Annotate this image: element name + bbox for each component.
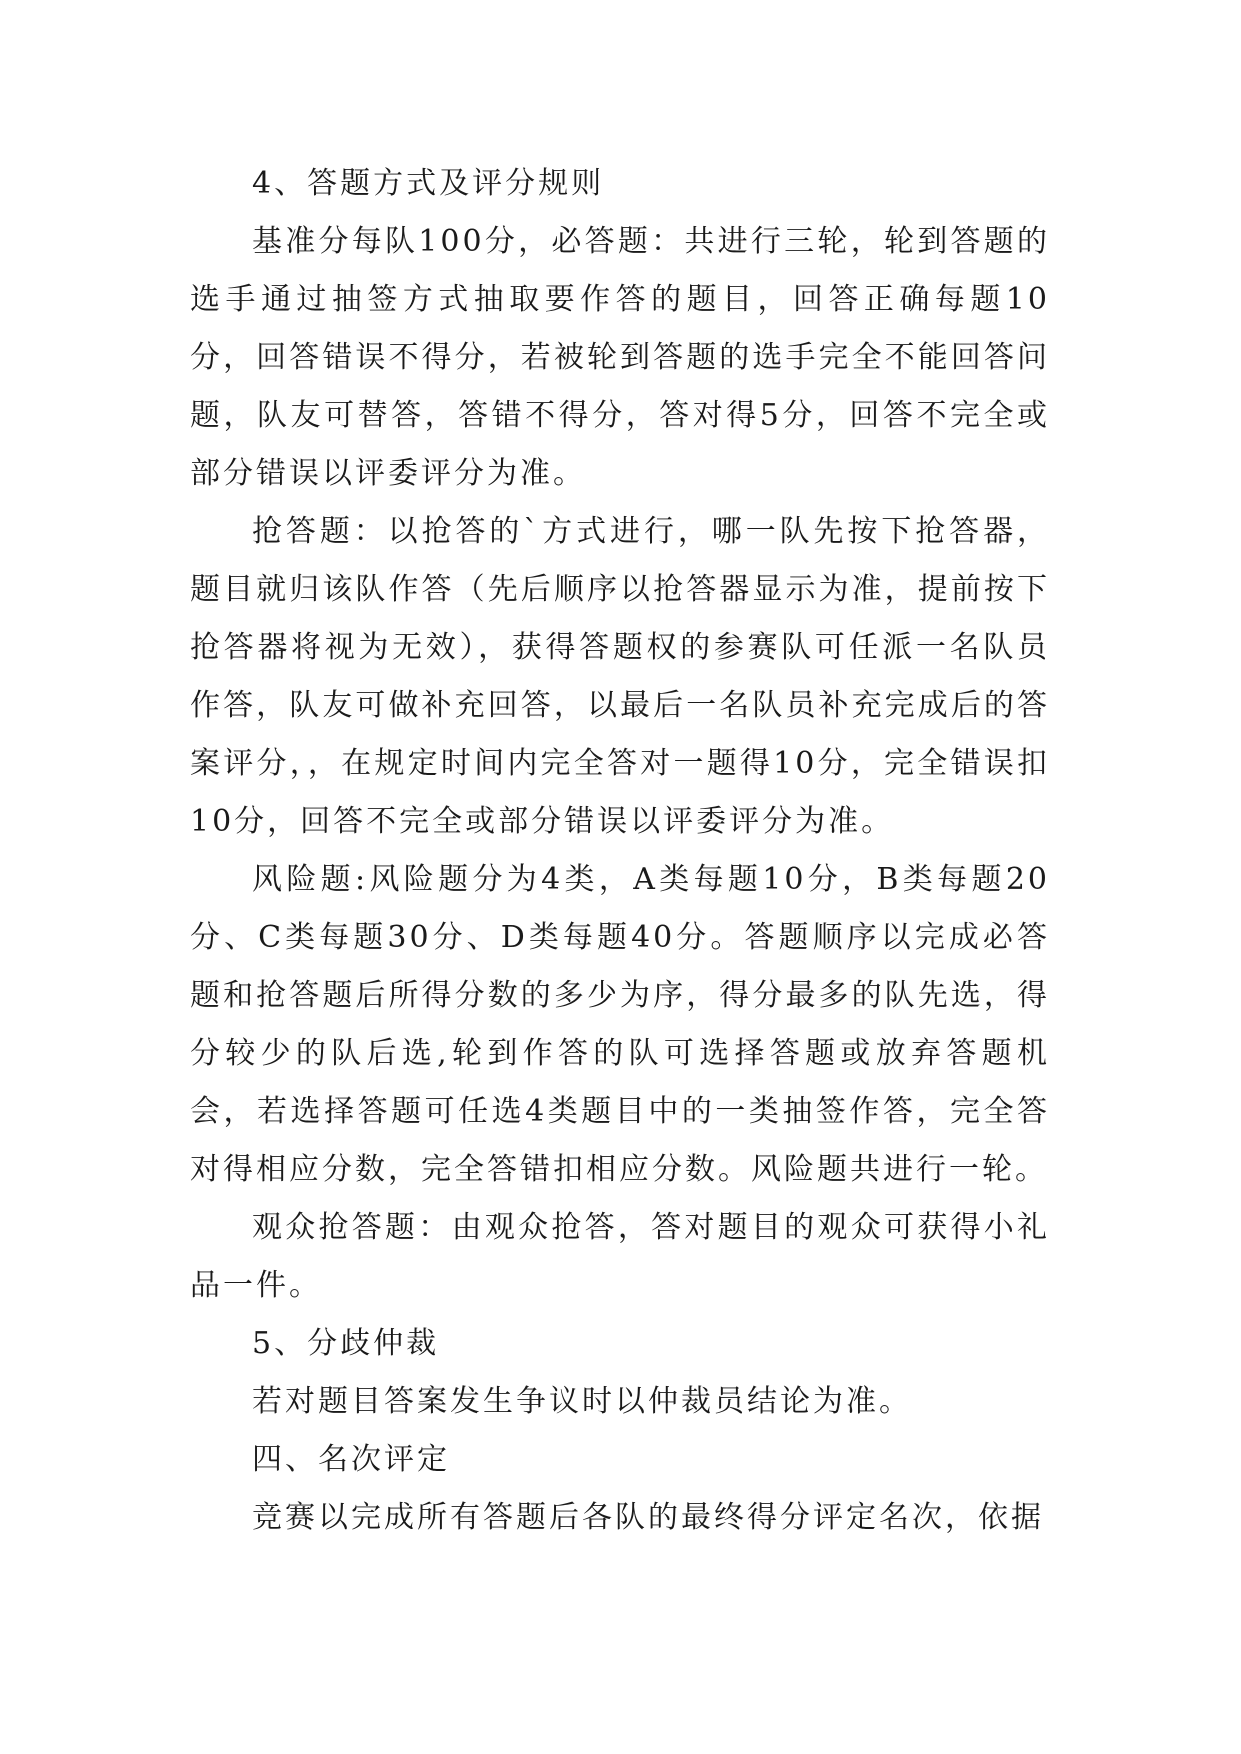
section-heading-arbitration: 5、分歧仲裁 bbox=[252, 1326, 440, 1361]
document-body bbox=[190, 155, 1050, 1547]
paragraph-audience-questions: 观众抢答题：由观众抢答，答对题目的观众可获得小礼品一件。 bbox=[190, 1210, 1050, 1303]
paragraph-ranking: 竞赛以完成所有答题后各队的最终得分评定名次，依据 bbox=[252, 1500, 1044, 1535]
section-heading-answer-rules: 4、答题方式及评分规则 bbox=[252, 166, 605, 201]
paragraph-arbitration: 若对题目答案发生争议时以仲裁员结论为准。 bbox=[252, 1384, 912, 1419]
section-heading-ranking: 四、名次评定 bbox=[252, 1442, 450, 1477]
paragraph-risk-questions: 风险题:风险题分为4类，A类每题10分，B类每题20分、C类每题30分、D类每题40分。答题顺序以完成必答题和抢答题后所得分数的多少为序，得分最多的队先选，得分较少的队后选,轮到作答的队可选择答题或放弃答题机会，若选择答题可任选4类题目中的一类抽签作答，完全答对得相应分数，完全答错扣相应分数。风险题共进行一轮。 bbox=[190, 862, 1050, 1187]
paragraph-required-questions: 基准分每队100分，必答题：共进行三轮，轮到答题的选手通过抽签方式抽取要作答的题目，回答正确每题10分，回答错误不得分，若被轮到答题的选手完全不能回答问题，队友可替答，答错不得分，答对得5分，回答不完全或部分错误以评委评分为准。 bbox=[190, 224, 1050, 491]
paragraph-buzzer-questions: 抢答题：以抢答的`方式进行，哪一队先按下抢答器，题目就归该队作答（先后顺序以抢答器显示为准，提前按下抢答器将视为无效），获得答题权的参赛队可任派一名队员作答，队友可做补充回答，以最后一名队员补充完成后的答案评分，，在规定时间内完全答对一题得10分，完全错误扣10分，回答不完全或部分错误以评委评分为准。 bbox=[190, 514, 1050, 839]
